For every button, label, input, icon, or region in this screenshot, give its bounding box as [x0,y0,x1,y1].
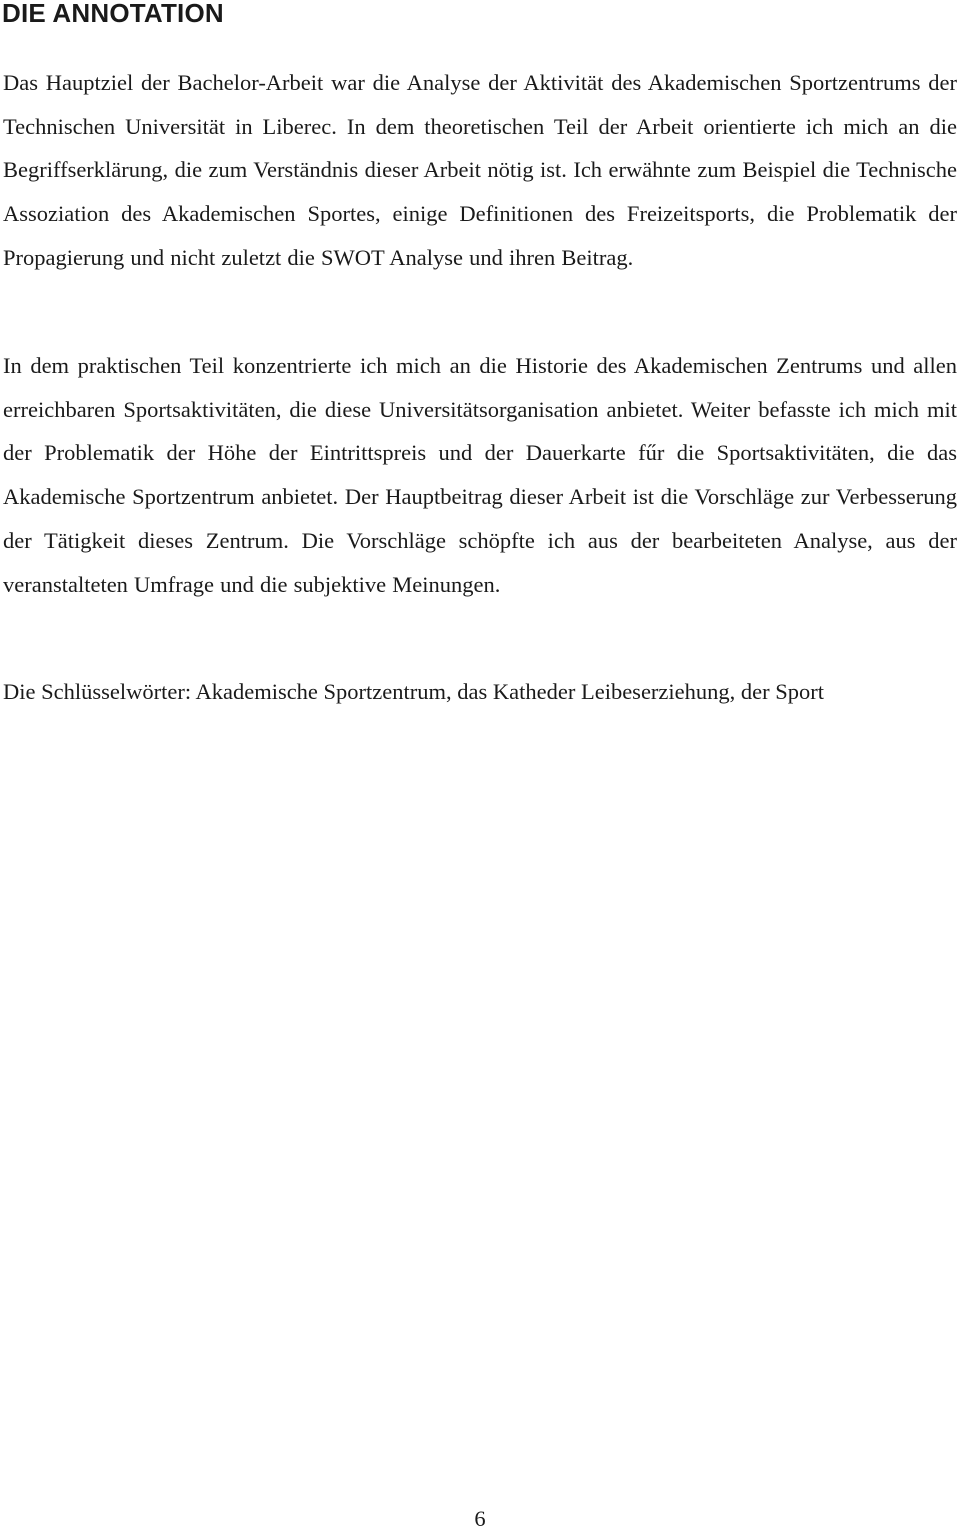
keywords-line: Die Schlüsselwörter: Akademische Sportzentrum, das Katheder Leibeserziehung, der Sport [3,679,825,704]
page-heading: DIE ANNOTATION [2,0,224,28]
page-number: 6 [474,1506,486,1531]
paragraph-practical-part: In dem praktischen Teil konzentrierte ich mich an die Historie des Akademischen Zentrums und allen erreichbaren Sportsaktivitäten, die diese Universitätsorganisation anbietet. Weiter befasste ich mich mit der Problematik der Höhe der Eintrittspreis und der Dauerkarte fűr die Sportsaktivitäten, die das Akademische Sportzentrum anbietet. Der Hauptbeitrag dieser Arbeit ist die Vorschläge zur Verbesserung der Tätigkeit dieses Zentrum. Die Vorschläge schöpfte ich aus der bearbeiteten Analyse, aus der veranstalteten Umfrage und die subjektive Meinungen. [3,353,957,597]
paragraph-theoretical-part: Das Hauptziel der Bachelor-Arbeit war die Analyse der Aktivität des Akademischen Sportzentrums der Technischen Universität in Liberec. In dem theoretischen Teil der Arbeit orientierte ich mich an die Begriffserklärung, die zum Verständnis dieser Arbeit nötig ist. Ich erwähnte zum Beispiel die Technische Assoziation des Akademischen Sportes, einige Definitionen des Freizeitsports, die Problematik der Propagierung und nicht zuletzt die SWOT Analyse und ihren Beitrag. [3,70,957,270]
